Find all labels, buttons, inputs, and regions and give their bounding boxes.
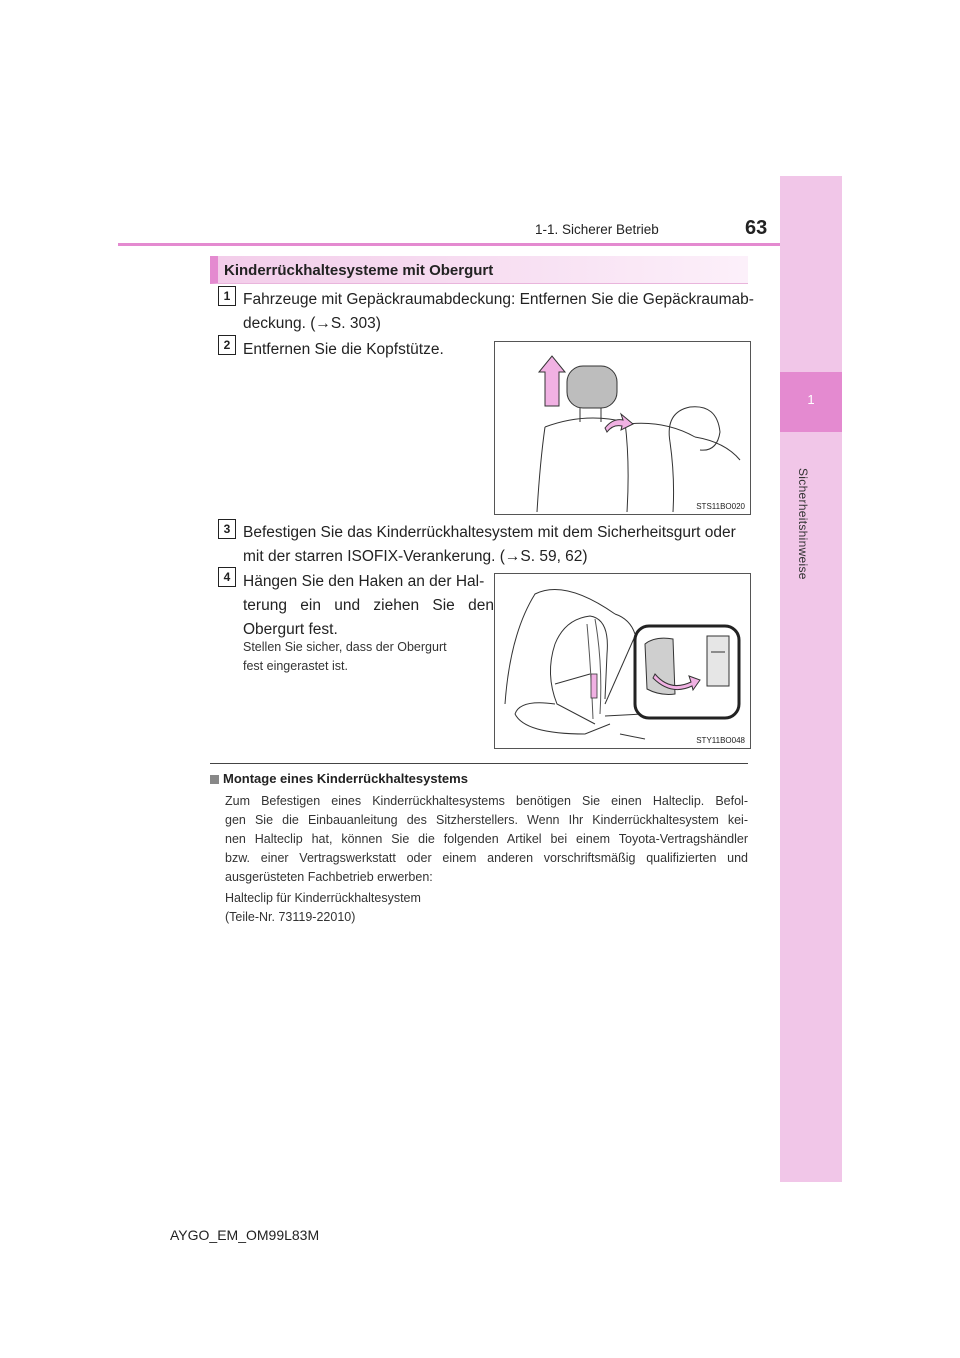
chapter-number: 1	[807, 392, 815, 407]
figure-code: STS11BO020	[696, 502, 745, 511]
headrest-removal-illustration	[494, 341, 751, 515]
chapter-side-tab	[780, 176, 842, 1182]
chapter-title: Sicherheitshinweise	[796, 468, 810, 580]
child-seat-illustration	[494, 573, 751, 749]
note-heading-text: Montage eines Kinderrückhaltesystems	[223, 771, 468, 786]
step-4-text-line1: Hängen Sie den Haken an der Hal-	[243, 573, 485, 590]
header-rule	[118, 243, 780, 246]
section-heading: Kinderrückhaltesysteme mit Obergurt	[224, 262, 494, 279]
step-number-2: 2	[218, 335, 236, 355]
part-name-line: Halteclip für Kinderrückhaltesystem	[225, 891, 421, 905]
part-number-line: (Teile-Nr. 73119-22010)	[225, 910, 356, 924]
figure-code: STY11BO048	[696, 736, 745, 745]
note-line-5: ausgerüsteten Fachbetrieb erwerben:	[225, 870, 433, 884]
step-4-note-line1: Stellen Sie sicher, dass der Obergurt	[243, 640, 447, 654]
step-number-3: 3	[218, 519, 236, 539]
square-bullet-icon	[210, 775, 219, 784]
step-4-text-line3: Obergurt fest.	[243, 621, 338, 638]
section-divider	[210, 763, 748, 764]
step-4-text-line2: terung ein und ziehen Sie den	[243, 597, 494, 614]
note-line-1: Zum Befestigen eines Kinderrückhaltesystems benötigen Sie einen Halteclip. Befol-	[225, 794, 748, 808]
child-seat-drawing	[495, 574, 750, 748]
step-3-text-line1: Befestigen Sie das Kinderrückhaltesystem mit dem Sicherheitsgurt oder	[243, 524, 736, 541]
note-line-3: nen Halteclip hat, können Sie die folgenden Artikel bei einem Toyota-Vertragshändler	[225, 832, 748, 846]
step-1-text-line2: deckung. (→S. 303)	[243, 315, 381, 332]
note-heading	[210, 771, 468, 786]
headrest-drawing	[495, 342, 750, 514]
step-4-note-line2: fest eingerastet ist.	[243, 659, 348, 673]
step-1-text-line1: Fahrzeuge mit Gepäckraumabdeckung: Entfernen Sie die Gepäckraumab-	[243, 291, 754, 308]
note-line-2: gen Sie die Einbauanleitung des Sitzherstellers. Wenn Ihr Kinderrückhaltesystem kei-	[225, 813, 748, 827]
running-header-section: 1-1. Sicherer Betrieb	[535, 222, 659, 237]
note-line-4: bzw. einer Vertragswerkstatt oder einem anderen vorschriftsmäßig qualifizierten und	[225, 851, 748, 865]
document-code: AYGO_EM_OM99L83M	[170, 1227, 320, 1243]
step-number-1: 1	[218, 286, 236, 306]
step-3-text-line2: mit der starren ISOFIX-Verankerung. (→S. 59, 62)	[243, 548, 588, 565]
step-2-text: Entfernen Sie die Kopfstütze.	[243, 341, 444, 358]
step-number-4: 4	[218, 567, 236, 587]
page-number: 63	[745, 217, 768, 239]
